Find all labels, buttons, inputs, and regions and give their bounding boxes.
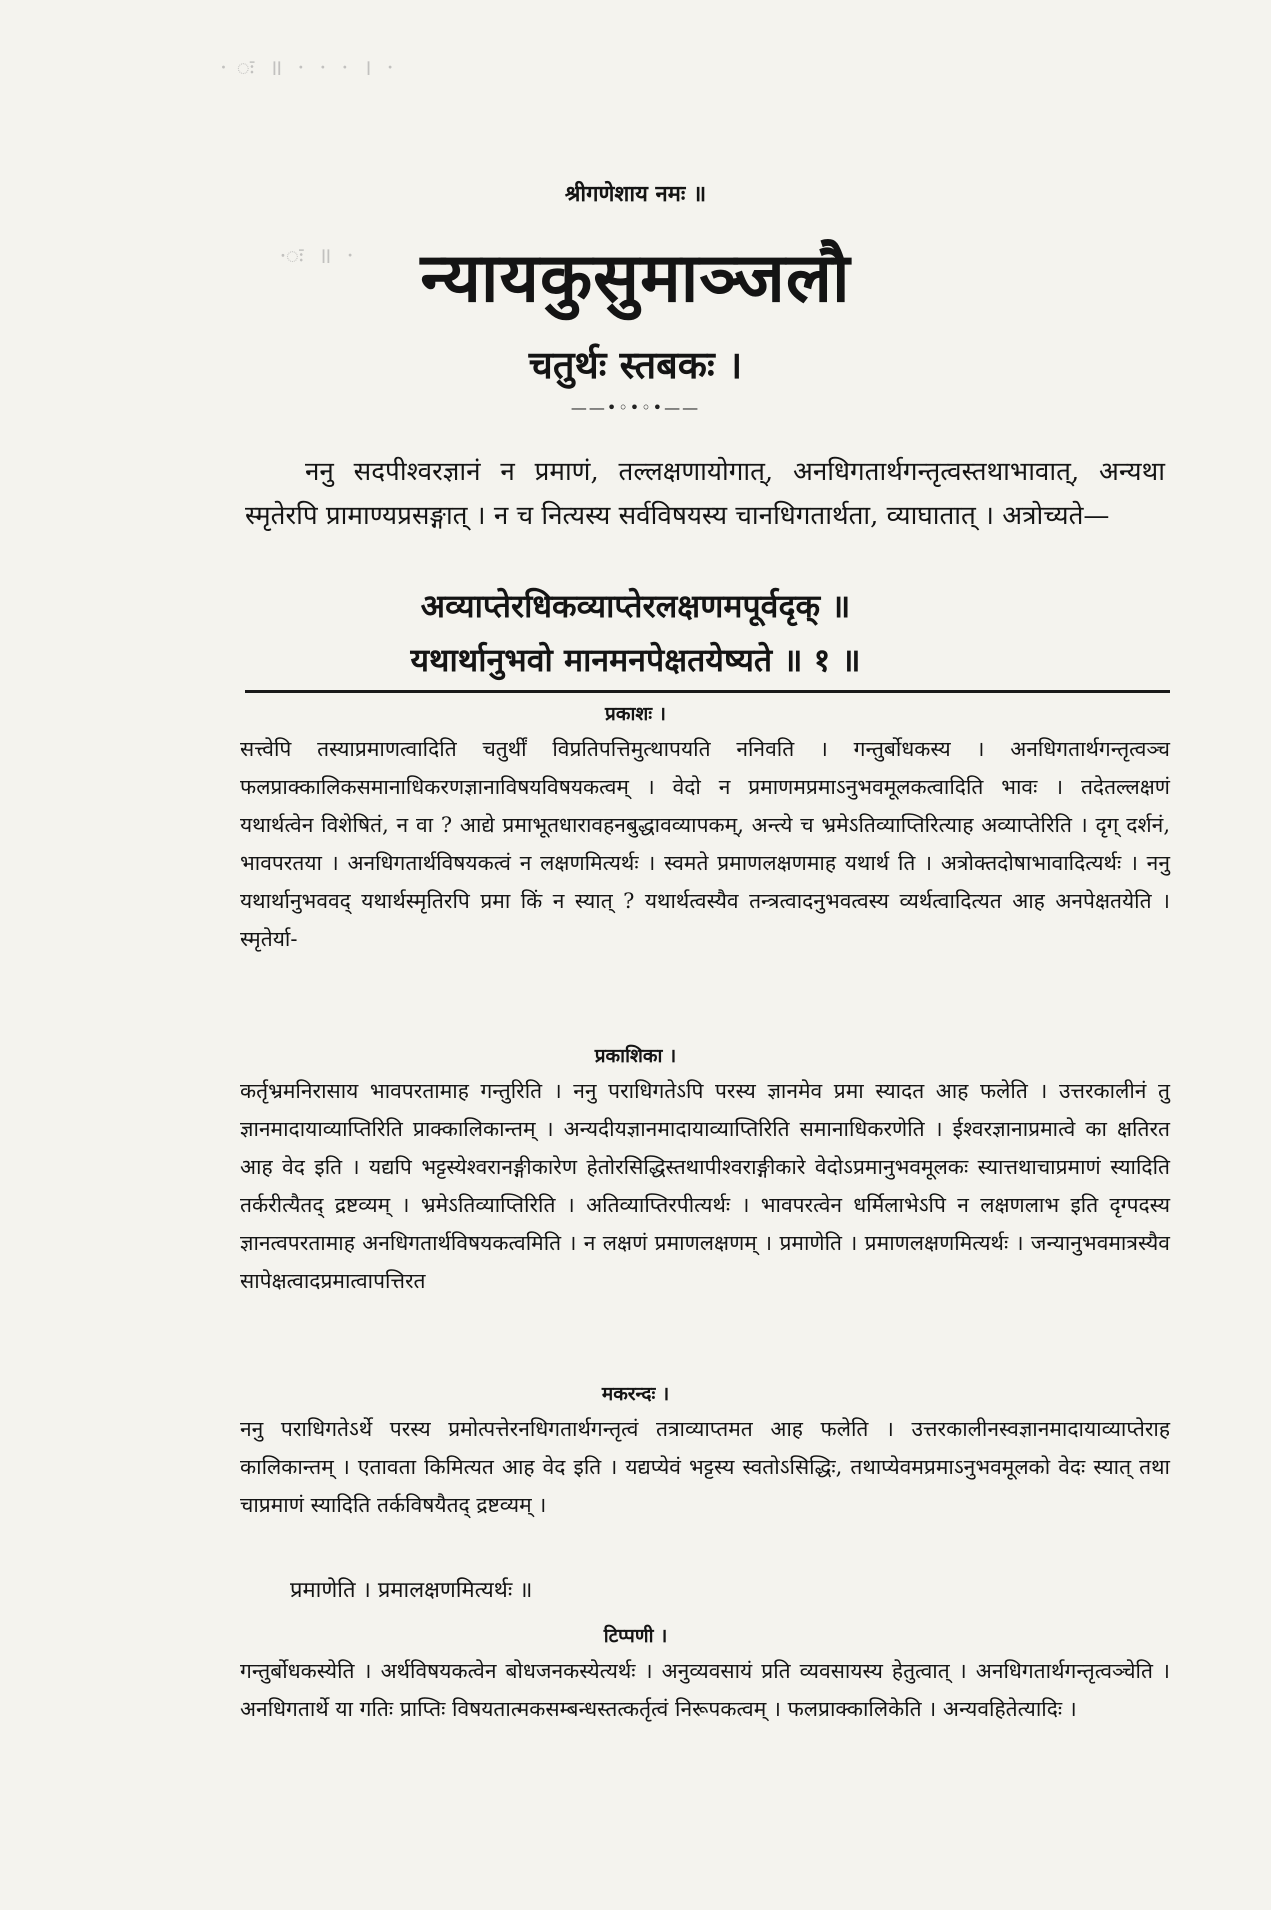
scan-noise-top: · ः ॥ · · · । · xyxy=(220,56,398,81)
verse-line-2: यथार्थानुभवो मानमनपेक्षतयेष्यते ॥ १ ॥ xyxy=(410,641,861,679)
verse-line-1: अव्याप्तेरधिकव्याप्तेरलक्षणमपूर्वदृक् ॥ xyxy=(420,587,851,625)
ornament-divider: ——•◦•◦•—— xyxy=(570,398,701,417)
tippani-heading: टिप्पणी । xyxy=(603,1625,668,1647)
scan-noise-left: ·ः ॥ · xyxy=(280,244,358,269)
section-rule xyxy=(245,690,1170,693)
prakashika-commentary: कर्तृभ्रमनिरासाय भावपरतामाह गन्तुरिति । ननु पराधिगतेऽपि परस्य ज्ञानमेव प्रमा स्यादत आह फलेति । उत्तरकालीनं तु ज्ञानमादायाव्याप्तिरिति प्राक्कालिकान्तम् । अन्यदीयज्ञानमादायाव्याप्तिरिति समानाधिकरणेति । ईश्वरज्ञानाप्रमात्वे का क्षतिरत आह वेद इति । यद्यपि भट्टस्येश्वरानङ्गीकारेण हेतोरसिद्धिस्तथापीश्वराङ्गीकारे वेदोऽप्रमानुभवमूलकः स्यात्तथाचाप्रमाणं स्यादिति तर्करीत्यैतद् द्रष्टव्यम् । भ्रमेऽतिव्याप्तिरिति । अतिव्याप्तिरपीत्यर्थः । भावपरत्वेन धर्मिलाभेऽपि न लक्षणलाभ इति दृग्पदस्य ज्ञानत्वपरतामाह अनधिगतार्थविषयकत्वमिति । न लक्षणं प्रमाणलक्षणम् । प्रमाणेति । प्रमाणलक्षणमित्यर्थः । जन्यानुभवमात्रस्यैव सापेक्षत्वादप्रमात्वापत्तिरत xyxy=(240,1079,1170,1293)
tippani-notes: गन्तुर्बोधकस्येति । अर्थविषयकत्वेन बोधजनकस्येत्यर्थः । अनुव्यवसायं प्रति व्यवसायस्य हेतुत्वात् । अनधिगतार्थगन्तृत्वञ्चेति । अनधिगतार्थे या गतिः प्राप्तिः विषयतात्मकसम्बन्धस्तत्कर्तृत्वं निरूपकत्वम् । फलप्राक्कालिकेति । अन्यवहितेत्यादिः । xyxy=(240,1659,1170,1721)
makaranda-heading: मकरन्दः । xyxy=(601,1383,670,1405)
prakasha-commentary: सत्त्वेपि तस्याप्रमाणत्वादिति चतुर्थीं विप्रतिपत्तिमुत्थापयति ननिवति । गन्तुर्बोधकस्य । अनधिगतार्थगन्तृत्वञ्च फलप्राक्कालिकसमानाधिकरणज्ञानाविषयविषयकत्वम् । वेदो न प्रमाणमप्रमाऽनुभवमूलकत्वादिति भावः । तदेतल्लक्षणं यथार्थत्वेन विशेषितं, न वा ? आद्ये प्रमाभूतधारावहनबुद्धावव्यापकम्, अन्त्ये च भ्रमेऽतिव्याप्तिरित्याह अव्याप्तेरिति । दृग् दर्शनं, भावपरतया । अनधिगतार्थविषयकत्वं न लक्षणमित्यर्थः । स्वमते प्रमाणलक्षणमाह यथार्थ ति । अत्रोक्तदोषाभावादित्यर्थः । ननु यथार्थानुभववद् यथार्थस्मृतिरपि प्रमा किं न स्यात् ? यथार्थत्वस्यैव तन्त्रत्वादनुभवत्वस्य व्यर्थत्वादित्यत आह अनपेक्षतयेति । स्मृतेर्या- xyxy=(240,737,1170,951)
pramana-note: प्रमाणेति । प्रमालक्षणमित्यर्थः ॥ xyxy=(290,1578,533,1603)
intro-text: ननु सदपीश्वरज्ञानं न प्रमाणं, तल्लक्षणायोगात्, अनधिगतार्थगन्तृत्वस्तथाभावात्, अन्यथा स्मृतेरपि प्रामाण्यप्रसङ्गात् । न च नित्यस्य सर्वविषयस्य चानधिगतार्थता, व्याघातात् । अत्रोच्यते— xyxy=(245,457,1165,531)
prakashika-heading: प्रकाशिका । xyxy=(594,1045,677,1067)
prakasha-heading: प्रकाशः । xyxy=(605,703,666,725)
invocation: श्रीगणेशाय नमः ॥ xyxy=(564,181,707,207)
intro-paragraph xyxy=(245,450,1165,538)
page-title: न्यायकुसुमाञ्जलौ xyxy=(420,238,851,318)
chapter-heading: चतुर्थः स्तबकः । xyxy=(528,342,743,387)
makaranda-commentary: ननु पराधिगतेऽर्थे परस्य प्रमोत्पत्तेरनधिगतार्थगन्तृत्वं तत्राव्याप्तमत आह फलेति । उत्तरकालीनस्वज्ञानमादायाव्याप्तेराह कालिकान्तम् । एतावता किमित्यत आह वेद इति । यद्यप्येवं भट्टस्य स्वतोऽसिद्धिः, तथाप्येवमप्रमाऽनुभवमूलको वेदः स्यात् तथा चाप्रमाणं स्यादिति तर्कविषयैतद् द्रष्टव्यम् । xyxy=(240,1417,1170,1517)
